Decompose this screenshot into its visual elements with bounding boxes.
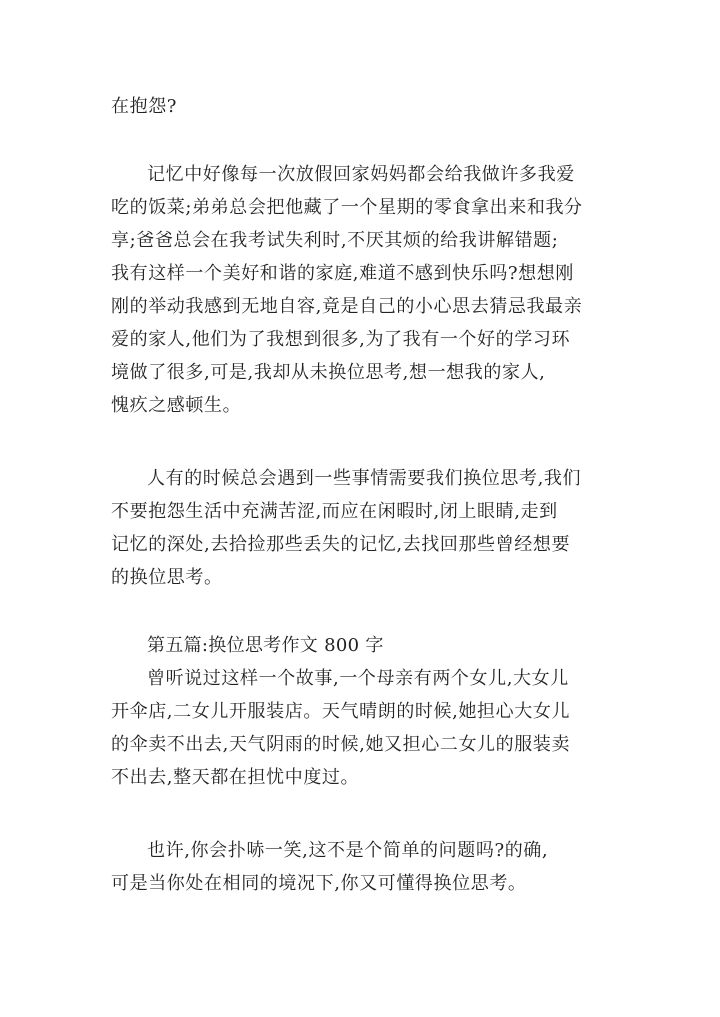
text-line: 享;爸爸总会在我考试失利时,不厌其烦的给我讲解错题; xyxy=(111,230,559,251)
text-line: 开伞店,二女儿开服装店。天气晴朗的时候,她担心大女儿 xyxy=(111,701,571,722)
text-line: 愧疚之感顿生。 xyxy=(111,395,242,416)
paragraph-first-line: 记忆中好像每一次放假回家妈妈都会给我做许多我爱 xyxy=(147,164,575,185)
paragraph-first-line: 人有的时候总会遇到一些事情需要我们换位思考,我们 xyxy=(147,468,582,489)
text-line: 在抱怨? xyxy=(111,96,178,117)
text-line: 的伞卖不出去,天气阴雨的时候,她又担心二女儿的服装卖 xyxy=(111,734,571,755)
section-heading: 第五篇:换位思考作文 800 字 xyxy=(147,635,384,656)
text-line: 吃的饭菜;弟弟总会把他藏了一个星期的零食拿出来和我分 xyxy=(111,197,583,218)
text-line: 刚的举动我感到无地自容,竟是自己的小心思去猜忌我最亲 xyxy=(111,296,583,317)
text-line: 不出去,整天都在担忧中度过。 xyxy=(111,767,360,788)
text-line: 不要抱怨生活中充满苦涩,而应在闲暇时,闭上眼睛,走到 xyxy=(111,501,558,522)
paragraph-first-line: 也许,你会扑哧一笑,这不是个简单的问题吗?的确, xyxy=(147,840,549,861)
text-line: 的换位思考。 xyxy=(111,567,223,588)
text-line: 爱的家人,他们为了我想到很多,为了我有一个好的学习环 xyxy=(111,329,571,350)
paragraph-first-line: 曾听说过这样一个故事,一个母亲有两个女儿,大女儿 xyxy=(147,668,569,689)
text-line: 境做了很多,可是,我却从未换位思考,想一想我的家人, xyxy=(111,362,546,383)
text-line: 记忆的深处,去拾捡那些丢失的记忆,去找回那些曾经想要 xyxy=(111,534,571,555)
text-line: 可是当你处在相同的境况下,你又可懂得换位思考。 xyxy=(111,873,527,894)
text-line: 我有这样一个美好和谐的家庭,难道不感到快乐吗?想想刚 xyxy=(111,263,574,284)
